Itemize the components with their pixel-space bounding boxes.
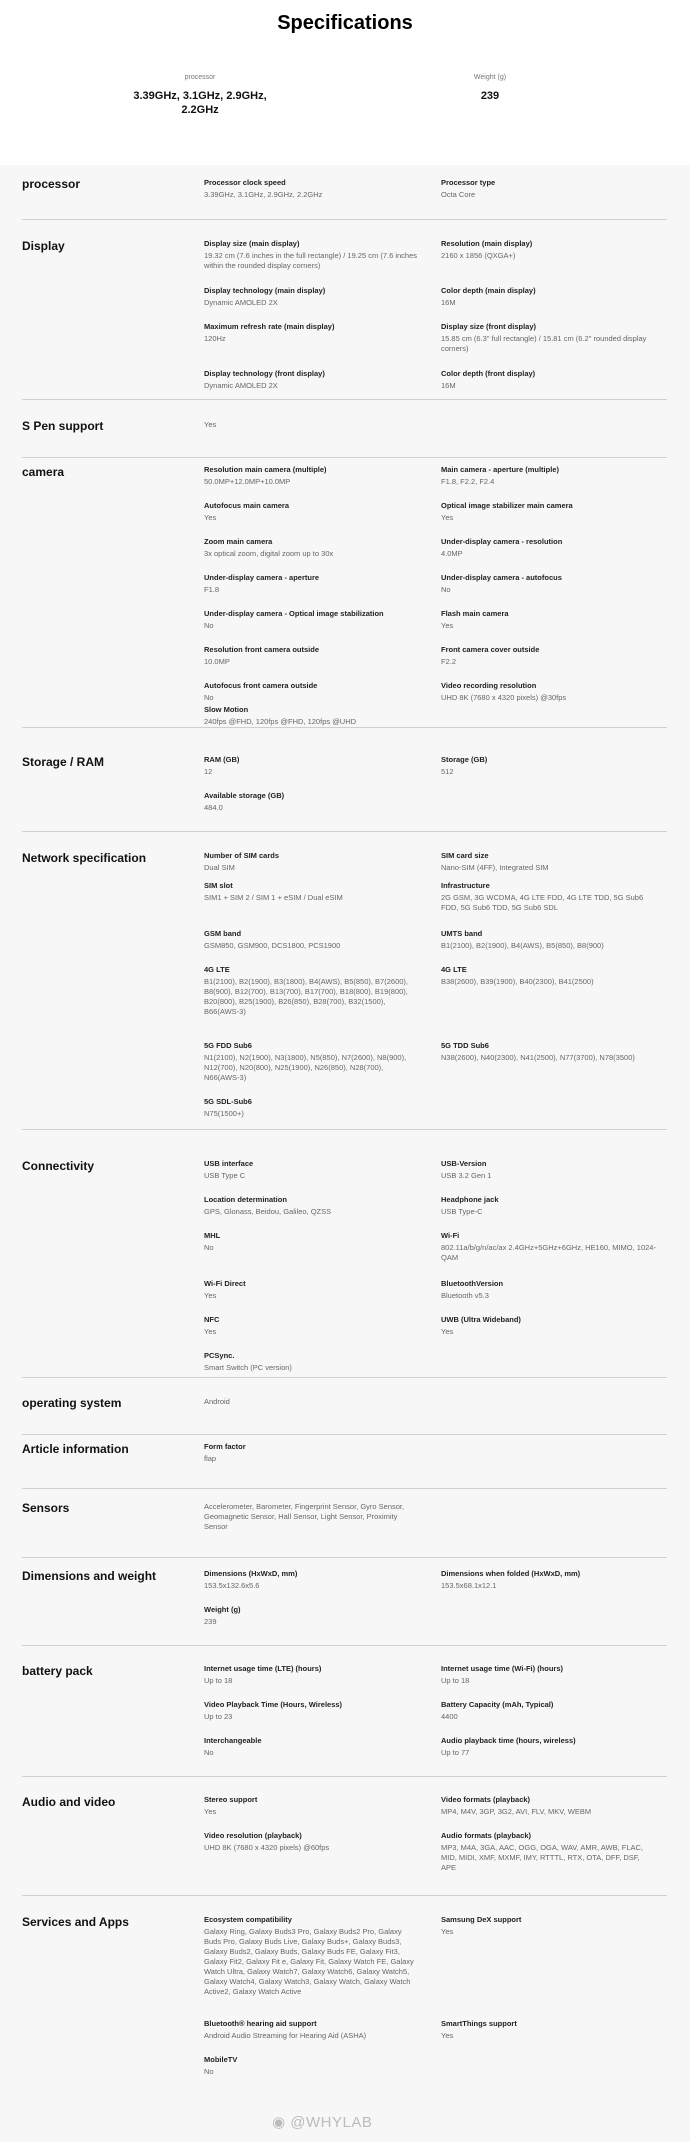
watermark: ◉ @WHYLAB	[272, 2114, 373, 2131]
spec-name: Under-display camera - Optical image stabilization	[204, 609, 384, 618]
spec-value: B1(2100), B2(1900), B3(1800), B4(AWS), B5(850), B7(2600), B8(900), B12(700), B13(700), B17(700), B18(800), B19(800), B20(800), B25(1900), B26(850), B28(700), B32(1500), B66(AWS-3)	[204, 977, 408, 1016]
spec-name: Autofocus main camera	[204, 501, 290, 510]
spec-item	[204, 1351, 419, 1373]
spec-name: PCSync.	[204, 1351, 235, 1360]
spec-name: Display size (main display)	[204, 239, 300, 248]
spec-item	[204, 2019, 419, 2041]
spec-item	[441, 1795, 656, 1817]
spec-item	[441, 645, 656, 667]
spec-name: Optical image stabilizer main camera	[441, 501, 573, 510]
spec-value: 50.0MP+12.0MP+10.0MP	[204, 477, 291, 486]
spec-name: Audio playback time (hours, wireless)	[441, 1736, 576, 1745]
section-os	[22, 1396, 667, 1435]
spec-name: Under-display camera - autofocus	[441, 573, 562, 582]
spec-name: NFC	[204, 1315, 220, 1324]
spec-value: 240fps @FHD, 120fps @FHD, 120fps @UHD	[204, 717, 357, 726]
spec-name: Storage (GB)	[441, 755, 488, 764]
spec-name: Video formats (playback)	[441, 1795, 531, 1804]
spec-item	[204, 501, 419, 523]
spec-item	[204, 1231, 419, 1253]
spec-name: USB-Version	[441, 1159, 487, 1168]
spec-name: Wi-Fi	[441, 1231, 460, 1240]
spec-name: Under-display camera - aperture	[204, 573, 320, 582]
spec-value: 239	[204, 1617, 217, 1626]
spec-value: 512	[441, 767, 454, 776]
highlight-weight	[420, 74, 560, 103]
spec-item	[441, 369, 656, 391]
spec-item	[204, 1795, 419, 1817]
spec-name: SIM card size	[441, 851, 489, 860]
section-title: battery pack	[22, 1664, 93, 1678]
spec-name: UWB (Ultra Wideband)	[441, 1315, 521, 1324]
spec-value: No	[204, 693, 214, 702]
spec-value: F1.8, F2.2, F2.4	[441, 477, 495, 486]
spec-item	[204, 755, 419, 777]
spec-name: Autofocus front camera outside	[204, 681, 318, 690]
spec-name: 5G FDD Sub6	[204, 1041, 252, 1050]
spec-name: Maximum refresh rate (main display)	[204, 322, 335, 331]
spec-item	[441, 1041, 656, 1063]
spec-item	[204, 1442, 419, 1464]
spec-item	[204, 322, 419, 344]
spec-item	[204, 369, 419, 391]
spec-item	[204, 420, 419, 430]
spec-value: Yes	[204, 420, 217, 429]
spec-value: Up to 18	[441, 1676, 470, 1685]
spec-name: GSM band	[204, 929, 242, 938]
spec-value: Yes	[441, 1927, 454, 1936]
spec-value: 16M	[441, 298, 456, 307]
spec-name: BluetoothVersion	[441, 1279, 504, 1288]
spec-item	[204, 881, 419, 903]
spec-value: Dual SIM	[204, 863, 235, 872]
section-title: Connectivity	[22, 1159, 95, 1173]
spec-item	[441, 1831, 656, 1873]
section-sensors	[22, 1501, 667, 1558]
spec-name: Display technology (front display)	[204, 369, 325, 378]
spec-value: USB Type C	[204, 1171, 246, 1180]
spec-name: Resolution (main display)	[441, 239, 533, 248]
spec-name: Available storage (GB)	[204, 791, 285, 800]
spec-name: SIM slot	[204, 881, 233, 890]
section-connectivity	[22, 1159, 667, 1378]
spec-item	[204, 1915, 419, 1997]
spec-item	[441, 322, 656, 354]
spec-value: Yes	[441, 2031, 454, 2040]
spec-name: Color depth (main display)	[441, 286, 536, 295]
spec-name: RAM (GB)	[204, 755, 240, 764]
spec-value: Yes	[204, 1807, 217, 1816]
section-audio-video	[22, 1795, 667, 1896]
section-title: camera	[22, 465, 65, 479]
spec-name: Battery Capacity (mAh, Typical)	[441, 1700, 554, 1709]
spec-item	[204, 681, 419, 703]
section-title: Sensors	[22, 1501, 70, 1515]
spec-item	[441, 1664, 656, 1686]
spec-name: MHL	[204, 1231, 221, 1240]
spec-value: 2160 x 1856 (QXGA+)	[441, 251, 516, 260]
highlight-weight-value: 239	[480, 90, 500, 102]
spec-item	[441, 755, 656, 777]
spec-value: 10.0MP	[204, 657, 230, 666]
weibo-logo-icon: ◉	[272, 2114, 286, 2131]
spec-name: Video Playback Time (Hours, Wireless)	[204, 1700, 343, 1709]
spec-item	[204, 239, 419, 271]
spec-item	[441, 1159, 656, 1181]
spec-name: Form factor	[204, 1442, 246, 1451]
spec-value: 153.5x132.6x5.6	[204, 1581, 260, 1590]
spec-name: Video resolution (playback)	[204, 1831, 302, 1840]
spec-item	[441, 1231, 656, 1263]
spec-value: F1.8	[204, 585, 220, 594]
section-title: Display	[22, 239, 65, 253]
spec-item	[204, 1700, 419, 1722]
spec-name: Front camera cover outside	[441, 645, 540, 654]
spec-item	[204, 178, 419, 200]
spec-value: Up to 18	[204, 1676, 233, 1685]
spec-value: Up to 23	[204, 1712, 233, 1721]
spec-item	[204, 1569, 419, 1591]
section-spen	[22, 419, 667, 458]
spec-value: No	[204, 1748, 214, 1757]
spec-name: Stereo support	[204, 1795, 258, 1804]
spec-value: Smart Switch (PC version)	[204, 1363, 292, 1372]
spec-value: Nano-SIM (4FF), Integrated SIM	[441, 863, 549, 872]
section-title: Article information	[22, 1442, 129, 1456]
spec-name: 4G LTE	[441, 965, 467, 974]
spec-item	[204, 465, 419, 487]
spec-item	[204, 1279, 419, 1301]
spec-item	[441, 537, 656, 559]
spec-value: Dynamic AMOLED 2X	[204, 298, 278, 307]
highlight-weight-label: Weight (g)	[473, 74, 507, 81]
highlight-processor-value: 3.39GHz, 3.1GHz, 2.9GHz, 2.2GHz	[133, 90, 267, 116]
spec-item	[204, 929, 419, 951]
section-title: processor	[22, 177, 81, 191]
spec-item	[441, 851, 656, 873]
spec-name: Internet usage time (Wi-Fi) (hours)	[441, 1664, 564, 1673]
section-dimensions	[22, 1569, 667, 1646]
spec-list	[0, 165, 690, 2142]
spec-value: N75(1500+)	[204, 1109, 244, 1118]
spec-item	[204, 1159, 419, 1181]
spec-item	[441, 1315, 656, 1337]
spec-name: Ecosystem compatibility	[204, 1915, 292, 1924]
spec-name: Location determination	[204, 1195, 287, 1204]
section-title: S Pen support	[22, 419, 104, 433]
spec-value: USB Type-C	[441, 1207, 483, 1216]
spec-item	[441, 573, 656, 595]
spec-item	[204, 1195, 419, 1217]
section-title: Network specification	[22, 851, 147, 865]
spec-name: Resolution front camera outside	[204, 645, 320, 654]
spec-value: Yes	[441, 621, 454, 630]
spec-value: UHD 8K (7680 x 4320 pixels) @30fps	[441, 693, 567, 702]
spec-item	[204, 537, 419, 559]
spec-name: Under-display camera - resolution	[441, 537, 563, 546]
spec-value: 3.39GHz, 3.1GHz, 2.9GHz, 2.2GHz	[204, 190, 323, 199]
spec-item	[204, 1605, 419, 1627]
section-camera	[22, 465, 667, 728]
spec-value: 2G GSM, 3G WCDMA, 4G LTE FDD, 4G LTE TDD, 5G Sub6 FDD, 5G Sub6 TDD, 5G Sub6 SDL	[441, 893, 644, 912]
spec-name: Interchangeable	[204, 1736, 262, 1745]
spec-item	[204, 286, 419, 308]
spec-item	[204, 705, 419, 727]
spec-value: N1(2100), N2(1900), N3(1800), N5(850), N7(2600), N8(900), N12(700), N20(800), N25(1900), N26(850), N28(700), N66(AWS-3)	[204, 1053, 407, 1082]
spec-value: 3x optical zoom, digital zoom up to 30x	[204, 549, 334, 558]
spec-name: Wi-Fi Direct	[204, 1279, 246, 1288]
section-title: Audio and video	[22, 1795, 116, 1809]
spec-name: Display size (front display)	[441, 322, 537, 331]
spec-item	[441, 465, 656, 487]
spec-item	[204, 1664, 419, 1686]
spec-value: No	[204, 2067, 214, 2076]
spec-name: Infrastructure	[441, 881, 490, 890]
spec-item	[441, 2019, 656, 2041]
spec-value: No	[204, 621, 214, 630]
spec-item	[441, 1569, 656, 1591]
spec-item	[204, 1502, 419, 1532]
spec-item	[441, 501, 656, 523]
spec-value: No	[204, 1243, 214, 1252]
spec-item	[441, 1700, 656, 1722]
spec-value: 19.32 cm (7.6 inches in the full rectangle) / 19.25 cm (7.6 inches within the rounded display corners)	[204, 251, 418, 270]
spec-value: Bluetooth v5.3	[441, 1291, 489, 1300]
highlight-processor	[130, 74, 270, 117]
spec-name: Number of SIM cards	[204, 851, 280, 860]
spec-value: 4400	[441, 1712, 458, 1721]
spec-value: 4.0MP	[441, 549, 463, 558]
spec-value: Galaxy Ring, Galaxy Buds3 Pro, Galaxy Buds2 Pro, Galaxy Buds Pro, Galaxy Buds Live, Galaxy Buds+, Galaxy Buds3, Galaxy Buds2, Galaxy Buds, Galaxy Buds FE, Galaxy Fit3, Galaxy Fit2, Galaxy Fit e, Galaxy Fit, Galaxy Watch FE, Galaxy Watch Ultra, Galaxy Watch7, Galaxy Watch6, Galaxy Watch5, Galaxy Watch4, Galaxy Watch3, Galaxy Watch, Galaxy Watch Active2, Galaxy Watch Active	[204, 1927, 414, 1996]
spec-highlights	[0, 74, 690, 154]
spec-value: 15.85 cm (6.3" full rectangle) / 15.81 cm (6.2" rounded display corners)	[441, 334, 647, 353]
section-processor	[22, 177, 667, 220]
spec-value: UHD 8K (7680 x 4320 pixels) @60fps	[204, 1843, 330, 1852]
spec-value: SIM1 + SIM 2 / SIM 1 + eSIM / Dual eSIM	[204, 893, 343, 902]
spec-name: Display technology (main display)	[204, 286, 326, 295]
spec-item	[441, 1915, 656, 1937]
spec-item	[204, 1315, 419, 1337]
spec-value: Dynamic AMOLED 2X	[204, 381, 278, 390]
spec-value: F2.2	[441, 657, 457, 666]
spec-item	[204, 965, 419, 1017]
spec-name: Main camera - aperture (multiple)	[441, 465, 559, 474]
spec-name: Processor type	[441, 178, 496, 187]
spec-name: UMTS band	[441, 929, 483, 938]
page-title: Specifications	[277, 12, 413, 34]
spec-value: MP3, M4A, 3GA, AAC, OGG, OGA, WAV, AMR, AWB, FLAC, MID, MIDI, XMF, MXMF, IMY, RTTTL, RTX, OTA, DFF, DSF, APE	[441, 1843, 643, 1872]
spec-name: Video recording resolution	[441, 681, 537, 690]
spec-item	[204, 791, 419, 813]
spec-name: USB interface	[204, 1159, 254, 1168]
spec-value: Yes	[204, 1327, 217, 1336]
spec-item	[204, 1397, 419, 1407]
spec-name: MobileTV	[204, 2055, 238, 2064]
spec-item	[441, 881, 656, 913]
spec-value: B1(2100), B2(1900), B4(AWS), B5(850), B8(900)	[441, 941, 604, 950]
spec-name: Resolution main camera (multiple)	[204, 465, 327, 474]
spec-value: Yes	[441, 513, 454, 522]
spec-name: Audio formats (playback)	[441, 1831, 532, 1840]
spec-item	[204, 851, 419, 873]
spec-item	[441, 609, 656, 631]
section-services	[22, 1915, 667, 2115]
spec-name: Internet usage time (LTE) (hours)	[204, 1664, 322, 1673]
spec-name: Weight (g)	[204, 1605, 241, 1614]
page-header	[0, 0, 690, 165]
section-storage	[22, 755, 667, 832]
spec-item	[204, 609, 419, 631]
spec-value: 153.5x68.1x12.1	[441, 1581, 497, 1590]
spec-item	[441, 1279, 656, 1301]
spec-item	[204, 573, 419, 595]
spec-item	[204, 2055, 419, 2077]
section-title: operating system	[22, 1396, 122, 1410]
spec-item	[204, 1831, 419, 1853]
spec-value: Yes	[441, 1327, 454, 1336]
spec-item	[441, 178, 656, 200]
spec-value: B38(2600), B39(1900), B40(2300), B41(2500)	[441, 977, 594, 986]
spec-value: 484.0	[204, 803, 223, 812]
spec-value: flap	[204, 1454, 217, 1463]
watermark-text: WHYLAB	[306, 2114, 373, 2131]
spec-item	[441, 239, 656, 261]
spec-item	[441, 286, 656, 308]
spec-value: Yes	[204, 1291, 217, 1300]
spec-name: Color depth (front display)	[441, 369, 536, 378]
spec-name: Processor clock speed	[204, 178, 286, 187]
spec-value: Yes	[204, 513, 217, 522]
section-article	[22, 1442, 667, 1489]
spec-name: 4G LTE	[204, 965, 230, 974]
spec-item	[441, 681, 656, 703]
spec-name: Flash main camera	[441, 609, 509, 618]
highlight-processor-label: processor	[184, 74, 216, 81]
spec-value: USB 3.2 Gen 1	[441, 1171, 492, 1180]
spec-item	[204, 1736, 419, 1758]
section-title: Services and Apps	[22, 1915, 129, 1929]
spec-value: 12	[204, 767, 213, 776]
spec-value: N38(2600), N40(2300), N41(2500), N77(3700), N78(3500)	[441, 1053, 635, 1062]
spec-value: Android	[204, 1397, 230, 1406]
spec-item	[441, 965, 656, 987]
spec-item	[441, 1195, 656, 1217]
spec-name: Zoom main camera	[204, 537, 273, 546]
section-title: Storage / RAM	[22, 755, 105, 769]
spec-value: GPS, Glonass, Beidou, Galileo, QZSS	[204, 1207, 332, 1216]
spec-value: 120Hz	[204, 334, 226, 343]
spec-item	[441, 1736, 656, 1758]
section-title: Dimensions and weight	[22, 1569, 157, 1583]
spec-value: Up to 77	[441, 1748, 470, 1757]
spec-name: Slow Motion	[204, 705, 249, 714]
section-display	[22, 239, 667, 400]
section-battery	[22, 1664, 667, 1777]
spec-item	[204, 645, 419, 667]
spec-name: 5G TDD Sub6	[441, 1041, 489, 1050]
spec-value: No	[441, 585, 451, 594]
spec-value: 802.11a/b/g/n/ac/ax 2.4GHz+5GHz+6GHz, HE160, MIMO, 1024-QAM	[441, 1243, 656, 1262]
spec-value: MP4, M4V, 3GP, 3G2, AVI, FLV, MKV, WEBM	[441, 1807, 592, 1816]
spec-value: Android Audio Streaming for Hearing Aid (ASHA)	[204, 2031, 367, 2040]
spec-value: Octa Core	[441, 190, 476, 199]
spec-name: Headphone jack	[441, 1195, 499, 1204]
section-network	[22, 851, 667, 1130]
spec-name: Dimensions (HxWxD, mm)	[204, 1569, 298, 1578]
spec-name: Samsung DeX support	[441, 1915, 522, 1924]
spec-name: Dimensions when folded (HxWxD, mm)	[441, 1569, 581, 1578]
spec-name: SmartThings support	[441, 2019, 517, 2028]
spec-item	[204, 1041, 419, 1083]
spec-item	[204, 1097, 419, 1119]
spec-value: Accelerometer, Barometer, Fingerprint Sensor, Gyro Sensor, Geomagnetic Sensor, Hall Sensor, Light Sensor, Proximity Sensor	[204, 1502, 405, 1531]
spec-value: 16M	[441, 381, 456, 390]
spec-name: 5G SDL-Sub6	[204, 1097, 252, 1106]
spec-value: GSM850, GSM900, DCS1800, PCS1900	[204, 941, 341, 950]
spec-item	[441, 929, 656, 951]
spec-name: Bluetooth® hearing aid support	[204, 2019, 317, 2028]
